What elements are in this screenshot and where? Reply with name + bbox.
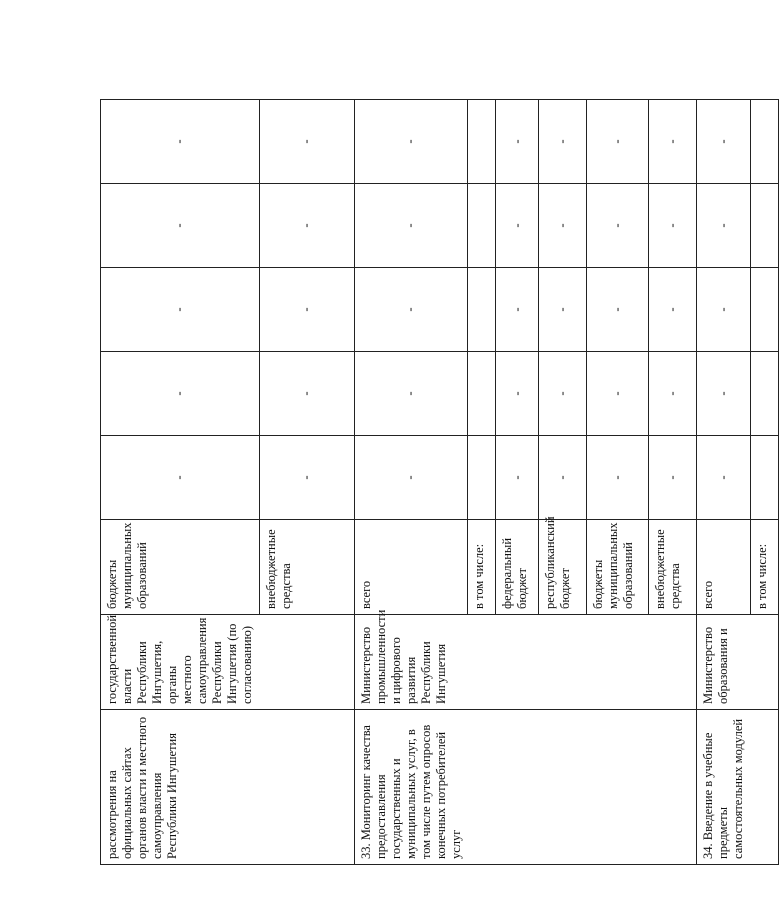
executor-cell: Министерство образования и	[697, 615, 751, 710]
value-cell: -	[649, 184, 697, 268]
value-cell: -	[354, 100, 468, 184]
value-cell	[750, 100, 778, 184]
table-row	[496, 100, 539, 865]
value-cell: -	[539, 184, 587, 268]
funding-source-cell: республиканский бюджет	[539, 520, 587, 615]
value-cell: -	[697, 268, 751, 352]
value-cell: -	[354, 268, 468, 352]
value-cell: -	[587, 184, 649, 268]
value-cell	[750, 184, 778, 268]
value-cell: -	[101, 268, 260, 352]
value-cell: -	[101, 352, 260, 436]
program-activities-table	[100, 99, 779, 865]
rotated-document-page	[100, 100, 769, 865]
executor-cell	[496, 615, 539, 710]
table-row	[539, 100, 587, 865]
activity-cell	[750, 710, 778, 865]
table-row	[649, 100, 697, 865]
value-cell: -	[259, 352, 354, 436]
funding-source-cell: внебюджетные средства	[649, 520, 697, 615]
table-row	[468, 100, 496, 865]
funding-source-cell: бюджеты муниципальных образований	[587, 520, 649, 615]
value-cell: -	[101, 436, 260, 520]
executor-cell	[750, 615, 778, 710]
value-cell: -	[496, 436, 539, 520]
funding-source-cell: федеральный бюджет	[496, 520, 539, 615]
value-cell: -	[649, 268, 697, 352]
funding-source-cell: внебюджетные средства	[259, 520, 354, 615]
executor-cell	[539, 615, 587, 710]
funding-source-cell: в том числе:	[750, 520, 778, 615]
value-cell	[468, 268, 496, 352]
value-cell: -	[539, 352, 587, 436]
value-cell: -	[539, 436, 587, 520]
value-cell: -	[354, 184, 468, 268]
value-cell: -	[587, 100, 649, 184]
activity-cell	[649, 710, 697, 865]
funding-source-cell: бюджеты муниципальных образований	[101, 520, 260, 615]
activity-cell: 34. Введение в учебные предметы самостоятельных модулей	[697, 710, 751, 865]
executor-cell	[649, 615, 697, 710]
funding-source-cell: в том числе:	[468, 520, 496, 615]
value-cell	[468, 436, 496, 520]
value-cell: -	[649, 436, 697, 520]
value-cell: -	[539, 268, 587, 352]
value-cell: -	[649, 352, 697, 436]
value-cell	[468, 352, 496, 436]
value-cell: -	[496, 352, 539, 436]
activity-cell	[468, 710, 496, 865]
value-cell	[468, 100, 496, 184]
value-cell	[750, 352, 778, 436]
value-cell: -	[496, 184, 539, 268]
value-cell: -	[587, 436, 649, 520]
value-cell: -	[697, 100, 751, 184]
executor-cell	[468, 615, 496, 710]
value-cell: -	[259, 436, 354, 520]
value-cell	[750, 268, 778, 352]
activity-cell	[259, 710, 354, 865]
value-cell: -	[587, 268, 649, 352]
activity-cell	[587, 710, 649, 865]
value-cell: -	[496, 100, 539, 184]
funding-source-cell: всего	[697, 520, 751, 615]
activity-cell	[539, 710, 587, 865]
value-cell: -	[101, 184, 260, 268]
table-row	[587, 100, 649, 865]
value-cell: -	[649, 100, 697, 184]
value-cell: -	[697, 436, 751, 520]
value-cell: -	[354, 436, 468, 520]
table-row	[697, 100, 751, 865]
value-cell: -	[697, 184, 751, 268]
value-cell: -	[354, 352, 468, 436]
value-cell: -	[259, 184, 354, 268]
value-cell	[750, 436, 778, 520]
executor-cell: государственной власти Республики Ингушетия, органы местного самоуправления Республики Ингушетия (по согласованию)	[101, 615, 260, 710]
value-cell	[468, 184, 496, 268]
value-cell: -	[496, 268, 539, 352]
table-row	[750, 100, 778, 865]
activity-cell	[496, 710, 539, 865]
activity-cell: 33. Мониторинг качества предоставления государственных и муниципальных услуг, в том числе путем опросов конечных потребителей услуг	[354, 710, 468, 865]
table-row	[259, 100, 354, 865]
value-cell: -	[697, 352, 751, 436]
value-cell: -	[259, 100, 354, 184]
value-cell: -	[539, 100, 587, 184]
executor-cell	[587, 615, 649, 710]
funding-source-cell: всего	[354, 520, 468, 615]
value-cell: -	[259, 268, 354, 352]
table-row	[354, 100, 468, 865]
executor-cell	[259, 615, 354, 710]
value-cell: -	[101, 100, 260, 184]
value-cell: -	[587, 352, 649, 436]
executor-cell: Министерство промышленности и цифрового развития Республики Ингушетия	[354, 615, 468, 710]
table-row	[101, 100, 260, 865]
activity-cell: рассмотрения на официальных сайтах органов власти и местного самоуправления Республики Ингушетия	[101, 710, 260, 865]
